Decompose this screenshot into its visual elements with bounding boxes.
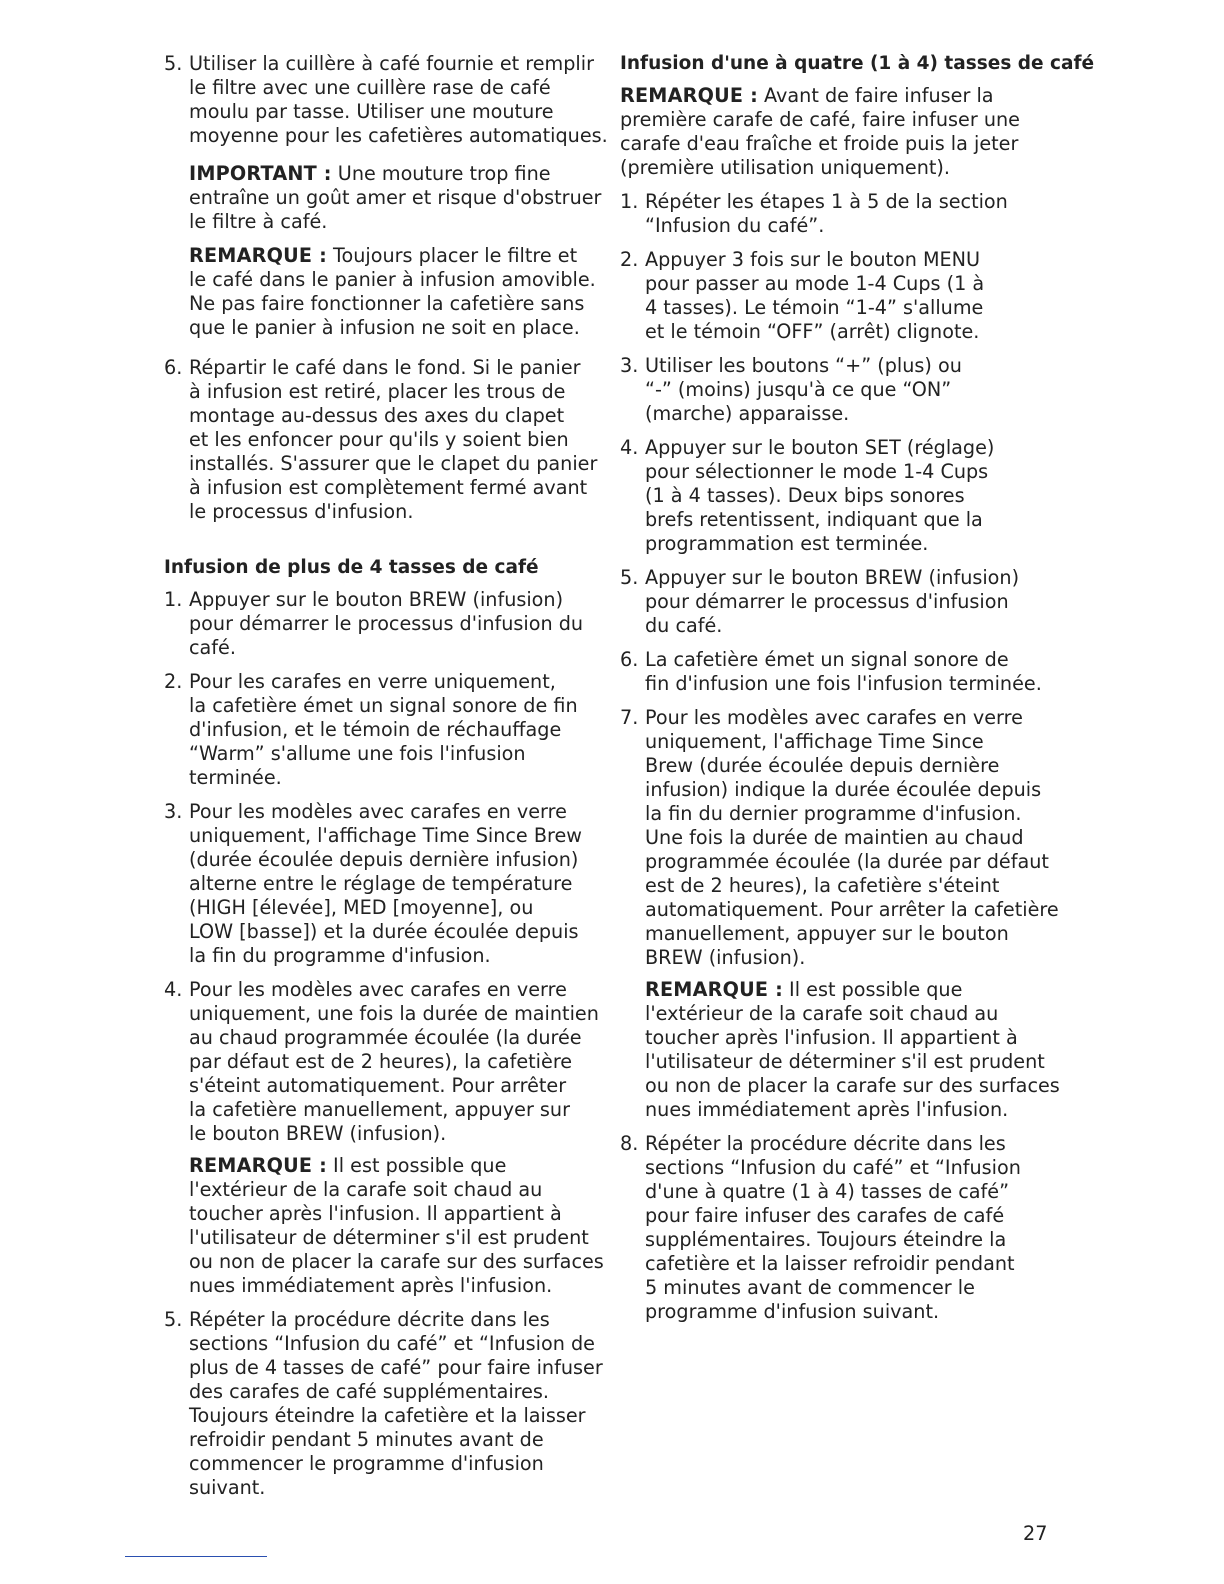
text-line: Répéter la procédure décrite dans les (645, 1132, 1006, 1155)
list-item-step-3 (164, 800, 594, 968)
text-line: à infusion est complètement fermé avant (189, 476, 588, 499)
text-line: l'utilisateur de déterminer s'il est prudent (189, 1226, 589, 1249)
text-line: première carafe de café, faire infuser une (620, 108, 1020, 131)
important-note (189, 162, 602, 234)
text-line: commencer le programme d'infusion (189, 1452, 544, 1475)
text-line: sections “Infusion du café” et “Infusion (645, 1156, 1021, 1179)
text-line: nues immédiatement après l'infusion. (645, 1098, 1009, 1121)
text-line: des carafes de café supplémentaires. (189, 1380, 550, 1403)
text-line: cafetière et la laisser refroidir pendant (645, 1252, 1015, 1275)
text-line: que le panier à infusion ne soit en place. (189, 316, 580, 339)
text-line: Répartir le café dans le fond. Si le panier (189, 356, 581, 379)
list-item-step-6-spread (164, 356, 598, 524)
text-line: brefs retentissent, indiquant que la (645, 508, 983, 531)
text-line: Utiliser la cuillère à café fournie et remplir (189, 52, 594, 75)
text-line: moulu par tasse. Utiliser une mouture (189, 100, 554, 123)
text-line: Une fois la durée de maintien au chaud (645, 826, 1024, 849)
text-line: (première utilisation uniquement). (620, 156, 950, 179)
section-heading: Infusion de plus de 4 tasses de café (164, 557, 539, 578)
text-line: au chaud programmée écoulée (la durée (189, 1026, 582, 1049)
text-line: Répéter les étapes 1 à 5 de la section (645, 190, 1008, 213)
page-number: 27 (1023, 1522, 1048, 1545)
text-line: ou non de placer la carafe sur des surfaces (189, 1250, 604, 1273)
remark-keyword: REMARQUE : (189, 244, 327, 267)
item-number: 5. (620, 566, 639, 589)
text-line: la fin du dernier programme d'infusion. (645, 802, 1022, 825)
text-line: plus de 4 tasses de café” pour faire infuser (189, 1356, 603, 1379)
item-number: 6. (164, 356, 183, 379)
text-line: Pour les modèles avec carafes en verre (645, 706, 1023, 729)
text-line: le café dans le panier à infusion amovible. (189, 268, 596, 291)
right-column (620, 52, 1095, 1324)
text-line: “Warm” s'allume une fois l'infusion (189, 742, 526, 765)
text-line: Appuyer 3 fois sur le bouton MENU (645, 248, 981, 271)
text-line: Pour les modèles avec carafes en verre (189, 978, 567, 1001)
text-line: La cafetière émet un signal sonore de (645, 648, 1009, 671)
remark-keyword: REMARQUE : (645, 978, 783, 1001)
text-line: Il est possible que (326, 1154, 507, 1177)
text-line: 4 tasses). Le témoin “1-4” s'allume (645, 296, 984, 319)
text-line: pour démarrer le processus d'infusion du (189, 612, 584, 635)
text-line: fin d'infusion une fois l'infusion terminée. (645, 672, 1042, 695)
text-line: (HIGH [élevée], MED [moyenne], ou (189, 896, 534, 919)
text-line: Il est possible que (782, 978, 963, 1001)
list-item-step-2 (164, 670, 594, 790)
text-line: (1 à 4 tasses). Deux bips sonores (645, 484, 965, 507)
list-item-step-5-grind (164, 52, 608, 340)
intro-remark-note (620, 84, 1052, 180)
item-number: 4. (620, 436, 639, 459)
item-number: 1. (164, 588, 183, 611)
text-line: du café. (645, 614, 723, 637)
text-line: le filtre avec une cuillère rase de café (189, 76, 551, 99)
text-line: uniquement, l'affichage Time Since (645, 730, 984, 753)
text-line: terminée. (189, 766, 282, 789)
text-line: l'extérieur de la carafe soit chaud au (189, 1178, 543, 1201)
item-number: 6. (620, 648, 639, 671)
remark-keyword: REMARQUE : (620, 84, 758, 107)
text-line: installés. S'assurer que le clapet du panier (189, 452, 598, 475)
text-line: et le témoin “OFF” (arrêt) clignote. (645, 320, 980, 343)
text-line: pour sélectionner le mode 1-4 Cups (645, 460, 989, 483)
text-line: programme d'infusion suivant. (645, 1300, 940, 1323)
list-item-step-4 (620, 436, 1052, 556)
text-line: toucher après l'infusion. Il appartient à (189, 1202, 562, 1225)
text-line: Pour les modèles avec carafes en verre (189, 800, 567, 823)
list-item-step-5 (164, 1308, 603, 1500)
text-line: d'infusion, et le témoin de réchauffage (189, 718, 562, 741)
text-line: Répéter la procédure décrite dans les (189, 1308, 550, 1331)
text-line: la cafetière manuellement, appuyer sur (189, 1098, 570, 1121)
remark-note (189, 244, 594, 340)
item-number: 8. (620, 1132, 639, 1155)
item-number: 5. (164, 1308, 183, 1331)
text-line: pour faire infuser des carafes de café (645, 1204, 1005, 1227)
text-line: manuellement, appuyer sur le bouton (645, 922, 1009, 945)
text-line: entraîne un goût amer et risque d'obstruer (189, 186, 602, 209)
item-number: 2. (164, 670, 183, 693)
text-line: automatiquement. Pour arrêter la cafetière (645, 898, 1059, 921)
item-number: 1. (620, 190, 639, 213)
item-number: 4. (164, 978, 183, 1001)
text-line: s'éteint automatiquement. Pour arrêter (189, 1074, 567, 1097)
text-line: 5 minutes avant de commencer le (645, 1276, 975, 1299)
text-line: Appuyer sur le bouton SET (réglage) (645, 436, 995, 459)
section-heading: Infusion d'une à quatre (1 à 4) tasses de café (620, 53, 1095, 74)
text-line: “Infusion du café”. (645, 214, 825, 237)
text-line: nues immédiatement après l'infusion. (189, 1274, 553, 1297)
text-line: d'une à quatre (1 à 4) tasses de café” (645, 1180, 1010, 1203)
item-number: 3. (164, 800, 183, 823)
text-line: uniquement, une fois la durée de maintien (189, 1002, 599, 1025)
text-line: la fin du programme d'infusion. (189, 944, 491, 967)
text-line: Utiliser les boutons “+” (plus) ou (645, 354, 962, 377)
footer-divider (125, 1556, 267, 1557)
list-item-step-5 (620, 566, 1052, 638)
list-item-step-1 (164, 588, 594, 660)
text-line: le bouton BREW (infusion). (189, 1122, 447, 1145)
text-line: refroidir pendant 5 minutes avant de (189, 1428, 544, 1451)
text-line: Une mouture trop fine (331, 162, 551, 185)
text-line: est de 2 heures), la cafetière s'éteint (645, 874, 1000, 897)
important-keyword: IMPORTANT : (189, 162, 332, 185)
text-line: uniquement, l'affichage Time Since Brew (189, 824, 582, 847)
text-line: sections “Infusion du café” et “Infusion de (189, 1332, 595, 1355)
item-number: 7. (620, 706, 639, 729)
text-line: (marche) apparaisse. (645, 402, 850, 425)
text-line: infusion) indique la durée écoulée depuis (645, 778, 1042, 801)
text-line: par défaut est de 2 heures), la cafetière (189, 1050, 573, 1073)
text-line: toucher après l'infusion. Il appartient à (645, 1026, 1018, 1049)
list-item-step-1 (620, 190, 1052, 238)
item-number: 3. (620, 354, 639, 377)
text-line: Toujours éteindre la cafetière et la laisser (189, 1404, 586, 1427)
text-line: suivant. (189, 1476, 266, 1499)
text-line: Ne pas faire fonctionner la cafetière sans (189, 292, 585, 315)
text-line: supplémentaires. Toujours éteindre la (645, 1228, 1007, 1251)
text-line: montage au-dessus des axes du clapet (189, 404, 565, 427)
remark-keyword: REMARQUE : (189, 1154, 327, 1177)
list-item-step-8 (620, 1132, 1052, 1324)
text-line: (durée écoulée depuis dernière infusion) (189, 848, 579, 871)
remark-note (189, 1154, 604, 1298)
item-number: 5. (164, 52, 183, 75)
text-line: café. (189, 636, 236, 659)
text-line: à infusion est retiré, placer les trous de (189, 380, 566, 403)
text-line: Pour les carafes en verre uniquement, (189, 670, 556, 693)
remark-note (645, 978, 1060, 1122)
text-line: programmée écoulée (la durée par défaut (645, 850, 1049, 873)
list-item-step-7 (620, 706, 1060, 1122)
text-line: Appuyer sur le bouton BREW (infusion) (645, 566, 1020, 589)
text-line: l'utilisateur de déterminer s'il est prudent (645, 1050, 1045, 1073)
text-line: programmation est terminée. (645, 532, 929, 555)
text-line: Toujours placer le filtre et (326, 244, 578, 267)
text-line: BREW (infusion). (645, 946, 806, 969)
text-line: alterne entre le réglage de température (189, 872, 573, 895)
list-item-step-3 (620, 354, 1052, 426)
list-item-step-2 (620, 248, 1052, 344)
text-line: LOW [basse]) et la durée écoulée depuis (189, 920, 579, 943)
item-number: 2. (620, 248, 639, 271)
text-line: Brew (durée écoulée depuis dernière (645, 754, 1000, 777)
text-line: pour démarrer le processus d'infusion (645, 590, 1009, 613)
list-item-step-4 (164, 978, 604, 1298)
text-line: l'extérieur de la carafe soit chaud au (645, 1002, 999, 1025)
text-line: le processus d'infusion. (189, 500, 414, 523)
text-line: et les enfoncer pour qu'ils y soient bien (189, 428, 569, 451)
text-line: pour passer au mode 1-4 Cups (1 à (645, 272, 985, 295)
left-column (164, 52, 608, 1500)
text-line: carafe d'eau fraîche et froide puis la jeter (620, 132, 1019, 155)
text-line: Appuyer sur le bouton BREW (infusion) (189, 588, 564, 611)
text-line: ou non de placer la carafe sur des surfaces (645, 1074, 1060, 1097)
text-line: le filtre à café. (189, 210, 328, 233)
list-item-step-6 (620, 648, 1052, 696)
text-line: moyenne pour les cafetières automatiques. (189, 124, 608, 147)
text-line: la cafetière émet un signal sonore de fin (189, 694, 578, 717)
text-line: Avant de faire infuser la (757, 84, 994, 107)
text-line: “-” (moins) jusqu'à ce que “ON” (645, 378, 952, 401)
